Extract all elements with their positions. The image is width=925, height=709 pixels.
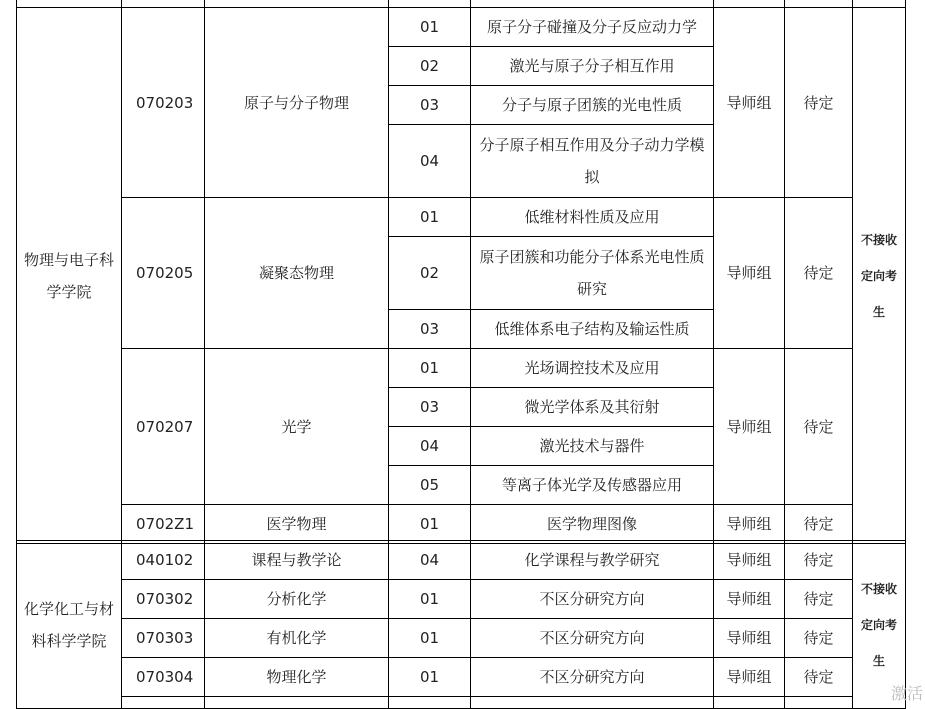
exam-cell: 待定 xyxy=(785,580,853,619)
table-row xyxy=(17,349,906,388)
note-cell: 不接收定向考生 xyxy=(853,541,906,709)
table-row xyxy=(17,541,906,580)
supervisor-cell: 导师组 xyxy=(714,619,785,658)
supervisor-cell: 导师组 xyxy=(714,541,785,580)
exam-cell: 待定 xyxy=(785,658,853,697)
supervisor-cell: 导师组 xyxy=(714,658,785,697)
exam-cell: 待定 xyxy=(785,505,853,544)
table-row xyxy=(17,580,906,619)
exam-cell: 待定 xyxy=(785,541,853,580)
table-row xyxy=(17,619,906,658)
direction-no: 03 xyxy=(389,86,471,125)
major-code: 040102 xyxy=(122,541,205,580)
major-code: 0702Z1 xyxy=(122,505,205,544)
direction-name: 不区分研究方向 xyxy=(471,619,714,658)
direction-no: 03 xyxy=(389,310,471,349)
direction-no: 04 xyxy=(389,125,471,198)
major-code: 070203 xyxy=(122,8,205,198)
supervisor-cell: 导师组 xyxy=(714,198,785,349)
major-name: 凝聚态物理 xyxy=(205,198,389,349)
direction-no: 01 xyxy=(389,619,471,658)
major-code: 070303 xyxy=(122,619,205,658)
table-row xyxy=(17,697,906,709)
major-code: 070205 xyxy=(122,198,205,349)
direction-name: 低维体系电子结构及输运性质 xyxy=(471,310,714,349)
note-cell: 不接收定向考生 xyxy=(853,8,906,544)
direction-no: 02 xyxy=(389,237,471,310)
table-row xyxy=(17,505,906,544)
major-name: 原子与分子物理 xyxy=(205,8,389,198)
table-row xyxy=(17,8,906,47)
supervisor-cell: 导师组 xyxy=(714,505,785,544)
institute-cell: 物理与电子科学学院 xyxy=(17,8,122,544)
table-row xyxy=(17,198,906,237)
direction-no: 01 xyxy=(389,505,471,544)
direction-name: 分子原子相互作用及分子动力学模拟 xyxy=(471,125,714,198)
major-code: 070302 xyxy=(122,580,205,619)
major-name: 物理化学 xyxy=(205,658,389,697)
direction-no: 02 xyxy=(389,47,471,86)
direction-no: 01 xyxy=(389,658,471,697)
direction-name: 原子分子碰撞及分子反应动力学 xyxy=(471,8,714,47)
exam-cell: 待定 xyxy=(785,198,853,349)
exam-cell: 待定 xyxy=(785,619,853,658)
direction-name: 不区分研究方向 xyxy=(471,658,714,697)
direction-no: 03 xyxy=(389,388,471,427)
exam-cell: 待定 xyxy=(785,349,853,505)
major-code: 070304 xyxy=(122,658,205,697)
direction-no: 05 xyxy=(389,466,471,505)
direction-no: 04 xyxy=(389,541,471,580)
major-name: 光学 xyxy=(205,349,389,505)
direction-name: 低维材料性质及应用 xyxy=(471,198,714,237)
direction-no: 01 xyxy=(389,198,471,237)
major-code: 070207 xyxy=(122,349,205,505)
supervisor-cell: 导师组 xyxy=(714,8,785,198)
major-name: 课程与教学论 xyxy=(205,541,389,580)
direction-no: 01 xyxy=(389,349,471,388)
activation-watermark: 激活 xyxy=(890,684,923,703)
table-row xyxy=(17,658,906,697)
direction-name: 医学物理图像 xyxy=(471,505,714,544)
direction-no: 01 xyxy=(389,8,471,47)
direction-name: 激光技术与器件 xyxy=(471,427,714,466)
direction-name: 等离子体光学及传感器应用 xyxy=(471,466,714,505)
direction-name: 激光与原子分子相互作用 xyxy=(471,47,714,86)
direction-no: 04 xyxy=(389,427,471,466)
supervisor-cell: 导师组 xyxy=(714,580,785,619)
admissions-table xyxy=(16,0,906,544)
admissions-table-chemistry xyxy=(16,540,906,709)
direction-no: 01 xyxy=(389,580,471,619)
major-name: 医学物理 xyxy=(205,505,389,544)
direction-name: 化学课程与教学研究 xyxy=(471,541,714,580)
direction-name: 光场调控技术及应用 xyxy=(471,349,714,388)
table-row xyxy=(17,0,906,8)
major-name: 分析化学 xyxy=(205,580,389,619)
direction-name: 分子与原子团簇的光电性质 xyxy=(471,86,714,125)
direction-name: 微光学体系及其衍射 xyxy=(471,388,714,427)
supervisor-cell: 导师组 xyxy=(714,349,785,505)
direction-name: 不区分研究方向 xyxy=(471,580,714,619)
institute-cell: 化学化工与材料科学学院 xyxy=(17,541,122,709)
major-name: 有机化学 xyxy=(205,619,389,658)
exam-cell: 待定 xyxy=(785,8,853,198)
direction-name: 原子团簇和功能分子体系光电性质研究 xyxy=(471,237,714,310)
